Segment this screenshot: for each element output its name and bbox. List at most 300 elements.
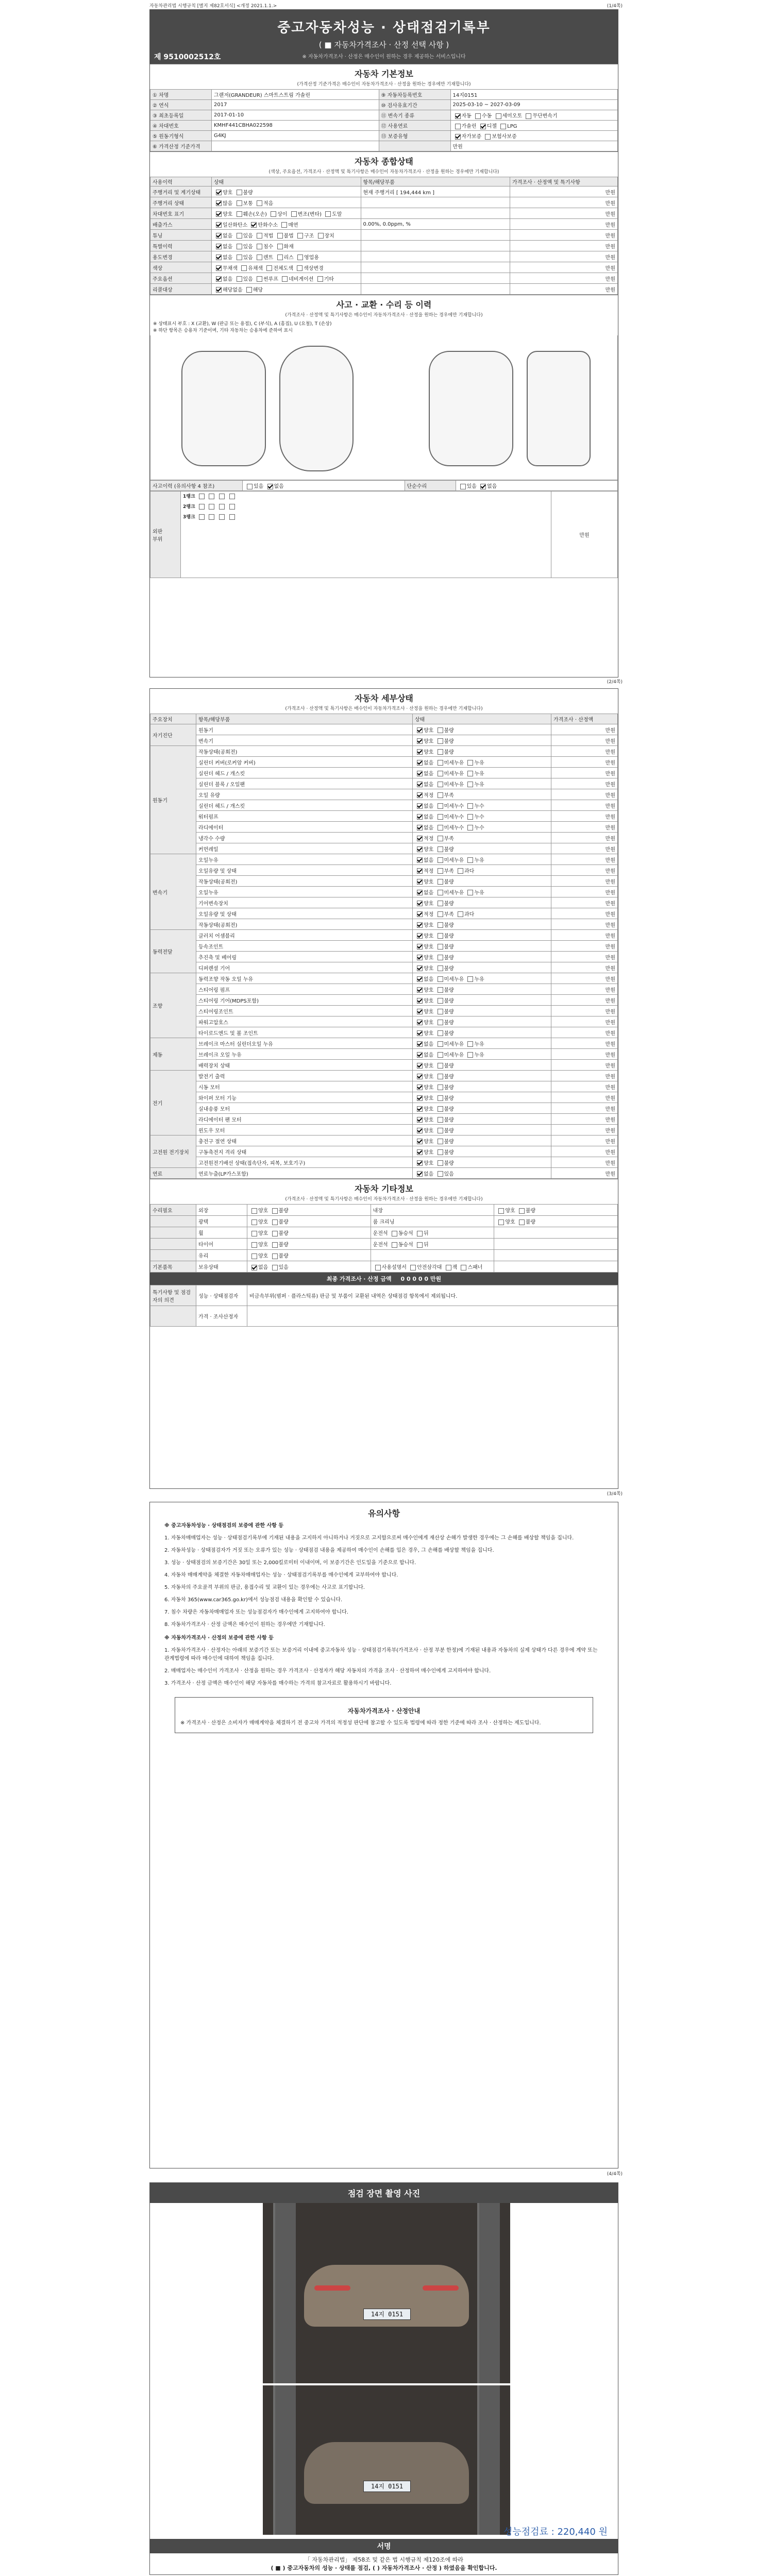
item-name: 스티어링 펌프 — [196, 984, 413, 995]
item-state: 양호 불량 — [413, 876, 551, 887]
item-price: 만원 — [551, 843, 618, 854]
item-name: 고전원전기배선 상태(접속단자, 피복, 보호기구) — [196, 1157, 413, 1168]
item-price: 만원 — [551, 995, 618, 1006]
item-name: 연료누출(LP가스포함) — [196, 1168, 413, 1179]
note-item: 1. 자동차매매업자는 성능 · 상태점검기록부에 기재된 내용을 고지하지 아니하거나 거짓으로 고지함으로써 매수인에게 재산상 손해가 발생한 경우에는 그 손해를 배상할 책임을 집니다. — [164, 1535, 574, 1541]
checkbox-unchecked — [247, 484, 253, 489]
checkbox-unchecked — [375, 1265, 381, 1270]
checkbox-checked — [417, 792, 423, 798]
summary-row — [150, 273, 618, 284]
item-name: 오일누유 — [196, 887, 413, 897]
checkbox-unchecked — [438, 976, 443, 982]
checkbox-unchecked — [272, 1219, 278, 1225]
checkbox-unchecked — [257, 244, 262, 249]
other-row — [150, 1239, 618, 1250]
checkbox-unchecked — [291, 211, 297, 217]
other-group — [150, 1227, 196, 1239]
item-price: 만원 — [551, 724, 618, 735]
row-label: 차대번호 표기 — [150, 208, 212, 219]
other-row — [150, 1227, 618, 1239]
detail-row — [150, 1168, 618, 1179]
row-state: 많음 보통 적음 — [212, 197, 361, 208]
detail-row — [150, 1071, 618, 1081]
item-name: 커먼레일 — [196, 843, 413, 854]
checkbox-unchecked — [392, 1242, 397, 1248]
item-price: 만원 — [551, 1071, 618, 1081]
row-detail — [361, 241, 510, 251]
summary-row — [150, 241, 618, 251]
other-state: 양호 불량 — [247, 1205, 371, 1216]
detail-row — [150, 822, 618, 833]
item-price: 만원 — [551, 919, 618, 930]
checkbox-checked — [417, 987, 423, 993]
column-header: 가격조사 · 산정액 — [551, 714, 618, 724]
item-state: 양호 불량 — [413, 1125, 551, 1136]
note-item: 3. 가격조사 · 산정 금액은 매수인이 해당 자동차를 매수하는 가격의 참고자료로 활용하시기 바랍니다. — [164, 1681, 392, 1686]
detail-row — [150, 768, 618, 778]
detail-section — [150, 689, 618, 1179]
other-sub-state — [494, 1250, 618, 1261]
detail-row — [150, 1038, 618, 1049]
checkbox-unchecked — [257, 255, 262, 260]
checkbox-checked — [417, 1009, 423, 1014]
detail-row — [150, 887, 618, 897]
checkbox-checked — [216, 222, 222, 228]
summary-row — [150, 230, 618, 241]
column-header: 상태 — [413, 714, 551, 724]
checkbox-unchecked — [246, 287, 252, 293]
item-price: 만원 — [551, 930, 618, 941]
notes-list-2 — [164, 1647, 603, 1688]
item-price: 만원 — [551, 1168, 618, 1179]
checkbox-unchecked — [438, 922, 443, 928]
special-inspector: 성능 · 상태점검자 — [196, 1285, 247, 1306]
detail-row — [150, 876, 618, 887]
checkbox-unchecked — [467, 857, 473, 863]
row-price: 만원 — [510, 273, 618, 284]
item-name: 워터펌프 — [196, 811, 413, 822]
item-name: 기어변속장치 — [196, 897, 413, 908]
checkbox-unchecked — [438, 1063, 443, 1069]
field-value: 2025-03-10 ~ 2027-03-09 — [450, 100, 618, 110]
checkbox-checked — [417, 911, 423, 917]
item-state: 양호 불량 — [413, 1060, 551, 1071]
detail-row — [150, 724, 618, 735]
note-item: 3. 성능 · 상태점검의 보증기간은 30일 또는 2,000킬로미터 이내이며, 이 보증기간은 인도일을 기준으로 합니다. — [164, 1560, 416, 1566]
checkbox-checked — [417, 771, 423, 776]
item-name: 실린더 헤드 / 개스킷 — [196, 800, 413, 811]
row-price: 만원 — [510, 262, 618, 273]
checkbox-checked — [417, 825, 423, 831]
checkbox-unchecked — [438, 1160, 443, 1166]
item-state: 양호 불량 — [413, 1157, 551, 1168]
checkbox-unchecked — [438, 1149, 443, 1155]
detail-row — [150, 800, 618, 811]
item-state: 양호 불량 — [413, 995, 551, 1006]
checkbox-unchecked — [438, 1106, 443, 1112]
detail-row — [150, 1027, 618, 1038]
lift-post-right — [477, 2203, 500, 2383]
basic-row — [150, 100, 618, 110]
checkbox-checked — [417, 1117, 423, 1123]
detail-row — [150, 843, 618, 854]
car-outline-frame — [429, 351, 513, 466]
checkbox-unchecked — [251, 1219, 257, 1225]
checkbox-unchecked — [277, 244, 283, 249]
other-group: 수리필요 — [150, 1205, 196, 1216]
page-number: (1/4쪽) — [607, 4, 623, 9]
row-label: 튜닝 — [150, 230, 212, 241]
note-item: 2. 매매업자는 매수인이 가격조사 · 산정을 원하는 경우 가격조사 · 산정자가 해당 자동차의 가격을 조사 · 산정하여 매수인에게 고지하여야 합니다. — [164, 1668, 491, 1674]
detail-row — [150, 1103, 618, 1114]
checkbox-checked — [216, 255, 222, 260]
other-row — [150, 1216, 618, 1227]
row-state: 양호 불량 — [212, 187, 361, 197]
checkbox-checked — [417, 814, 423, 820]
column-header: 항목/해당부품 — [196, 714, 413, 724]
item-price: 만원 — [551, 811, 618, 822]
basic-info-section — [150, 64, 618, 151]
page-number-2: (2/4쪽) — [607, 680, 623, 685]
row-label: 색상 — [150, 262, 212, 273]
group-label: 조향 — [150, 973, 196, 1038]
group-label: 전기 — [150, 1071, 196, 1136]
detail-row — [150, 746, 618, 757]
checkbox-unchecked — [271, 211, 276, 217]
checkbox-checked — [417, 1030, 423, 1036]
column-header: 사용이력 — [150, 177, 212, 187]
basic-row — [150, 110, 618, 121]
item-name: 스티어링조인트 — [196, 1006, 413, 1016]
item-price: 만원 — [551, 876, 618, 887]
item-name: 변속기 — [196, 735, 413, 746]
group-label: 자기진단 — [150, 724, 196, 746]
item-state: 양호 불량 — [413, 1071, 551, 1081]
checkbox-checked — [480, 124, 486, 129]
checkbox-unchecked — [237, 276, 242, 282]
other-sub — [371, 1250, 494, 1261]
price-guide-text: ※ 가격조사 · 산정은 소비자가 매매계약을 체결하기 전 중고차 가격의 적정성 판단에 참고할 수 있도록 법령에 따라 정한 기준에 따라 조사 · 산정하는 제도입니다. — [180, 1720, 541, 1726]
checkbox-unchecked — [498, 1219, 504, 1225]
checkbox-unchecked — [438, 868, 443, 874]
row-detail: 0.00%, 0.0ppm, % — [361, 219, 510, 230]
summary-row — [150, 187, 618, 197]
detail-row — [150, 1081, 618, 1092]
checkbox-unchecked — [438, 944, 443, 950]
item-price: 만원 — [551, 973, 618, 984]
repair-label: 단순수리 — [405, 481, 456, 491]
item-price: 만원 — [551, 1049, 618, 1060]
row-price: 만원 — [510, 187, 618, 197]
item-state: 양호 불량 — [413, 746, 551, 757]
item-name: 구동축전지 격리 상태 — [196, 1146, 413, 1157]
other-item: 유리 — [196, 1250, 247, 1261]
checkbox-unchecked — [438, 933, 443, 939]
checkbox-unchecked — [237, 190, 242, 195]
checkbox-unchecked — [438, 890, 443, 895]
checkbox-checked — [417, 836, 423, 841]
item-state: 적정 부족 — [413, 833, 551, 843]
checkbox-unchecked — [297, 233, 303, 239]
checkbox-checked — [455, 113, 461, 119]
item-state: 없음 미세누유 누유 — [413, 757, 551, 768]
row-state: 양호 훼손(오손) 상이 변조(변타) 도말 — [212, 208, 361, 219]
item-price: 만원 — [551, 822, 618, 833]
checkbox-unchecked — [438, 1041, 443, 1047]
detail-row — [150, 865, 618, 876]
photo-title: 점검 장면 촬영 사진 — [150, 2183, 618, 2203]
item-name: 배력장치 상태 — [196, 1060, 413, 1071]
checkbox-unchecked — [438, 792, 443, 798]
row-price: 만원 — [510, 251, 618, 262]
checkbox-unchecked — [438, 760, 443, 766]
rank-label: 외판 부위 — [150, 492, 181, 578]
checkbox-unchecked — [438, 1020, 443, 1025]
document-number: 제 9510002512호 — [154, 53, 221, 61]
item-state: 없음 미세누수 누수 — [413, 822, 551, 833]
row-label: 배출가스 — [150, 219, 212, 230]
row-state: 없음 있음 침수 화재 — [212, 241, 361, 251]
item-price: 만원 — [551, 735, 618, 746]
section-subtitle: (가격조사 · 산정액 및 특기사항은 매수인이 자동차가격조사 · 산정을 원하는 경우에만 기재합니다) — [285, 706, 483, 711]
checkbox-unchecked — [467, 1052, 473, 1058]
item-state: 양호 불량 — [413, 984, 551, 995]
other-state: 양호 불량 — [247, 1239, 371, 1250]
checkbox-unchecked — [467, 782, 473, 787]
checkbox-checked — [417, 944, 423, 950]
item-price: 만원 — [551, 1081, 618, 1092]
checkbox-checked — [417, 1041, 423, 1047]
checkbox-unchecked — [438, 1117, 443, 1123]
item-name: 실내송풍 모터 — [196, 1103, 413, 1114]
row-price: 만원 — [510, 197, 618, 208]
field-value: G4KJ — [212, 131, 379, 141]
item-state: 없음 미세누수 누수 — [413, 800, 551, 811]
item-price: 만원 — [551, 768, 618, 778]
field-label: ② 연식 — [150, 100, 212, 110]
price-guide-title: 자동차가격조사 · 산정안내 — [347, 1707, 421, 1715]
item-state: 적정 부족 과다 — [413, 908, 551, 919]
item-name: 파워고압호스 — [196, 1016, 413, 1027]
other-sub: 운전석 동승석 뒤 — [371, 1227, 494, 1239]
checkbox-unchecked — [438, 1084, 443, 1090]
detail-row — [150, 1146, 618, 1157]
checkbox-unchecked — [281, 222, 287, 228]
item-name: 타이로드엔드 및 볼 조인트 — [196, 1027, 413, 1038]
item-price: 만원 — [551, 1125, 618, 1136]
other-sub: 사용설명서 안전삼각대 잭 스패너 — [371, 1261, 494, 1273]
detail-row — [150, 1125, 618, 1136]
other-section — [150, 1179, 618, 1327]
field-value: 2017 — [212, 100, 379, 110]
other-group: 기본품목 — [150, 1261, 196, 1273]
lift-post-left — [273, 2385, 296, 2535]
detail-table — [150, 714, 618, 1179]
group-label: 동력전달 — [150, 930, 196, 973]
row-detail — [361, 230, 510, 241]
checkbox-unchecked — [438, 846, 443, 852]
detail-row — [150, 897, 618, 908]
special-notes-table — [150, 1285, 618, 1327]
item-name: 스티어링 기어(MDPS포함) — [196, 995, 413, 1006]
item-state: 양호 불량 — [413, 1092, 551, 1103]
item-state: 없음 미세누유 누유 — [413, 854, 551, 865]
other-sub-state — [494, 1227, 618, 1239]
checkbox-unchecked — [438, 965, 443, 971]
checkbox-unchecked — [519, 1219, 525, 1225]
row-price: 만원 — [510, 219, 618, 230]
checkbox-checked — [216, 265, 222, 271]
note-item: 6. 자동차 365(www.car365.go.kr)에서 성능점검 내용을 확인할 수 있습니다. — [164, 1597, 343, 1603]
checkbox-unchecked — [266, 265, 272, 271]
checkbox-checked — [417, 760, 423, 766]
checkbox-unchecked — [438, 782, 443, 787]
car-outline-top — [279, 346, 354, 471]
item-price: 만원 — [551, 897, 618, 908]
checkbox-unchecked — [417, 1242, 423, 1248]
checkbox-checked — [417, 965, 423, 971]
item-state: 없음 미세누유 누유 — [413, 778, 551, 789]
item-name: 발전기 출력 — [196, 1071, 413, 1081]
item-state: 양호 불량 — [413, 735, 551, 746]
checkbox-unchecked — [251, 1208, 257, 1214]
item-price: 만원 — [551, 800, 618, 811]
checkbox-checked — [417, 1095, 423, 1101]
checkbox-unchecked — [438, 1095, 443, 1101]
checkbox-unchecked — [438, 738, 443, 744]
section-subtitle: (색상, 주요옵션, 가격조사 · 산정액 및 특기사항은 매수인이 자동차가격조사 · 산정을 원하는 경우에만 기재합니다) — [268, 170, 499, 175]
row-detail — [361, 197, 510, 208]
item-name: 와이퍼 모터 기능 — [196, 1092, 413, 1103]
row-label: 주행거리 상태 — [150, 197, 212, 208]
basic-row — [150, 141, 618, 151]
detail-row — [150, 1092, 618, 1103]
detail-row — [150, 757, 618, 768]
group-label: 변속기 — [150, 854, 196, 930]
other-sub: 룸 크리닝 — [371, 1216, 494, 1227]
signature-line-1: 「 자동차관리법」 제58조 및 같은 법 시행규칙 제120조에 따라 — [304, 2556, 464, 2563]
checkbox-unchecked — [438, 1128, 443, 1133]
checkbox-unchecked — [467, 976, 473, 982]
summary-row — [150, 284, 618, 295]
checkbox-checked — [417, 922, 423, 928]
field-value — [212, 141, 379, 151]
checkbox-unchecked — [438, 727, 443, 733]
other-item: 보유상태 — [196, 1261, 247, 1273]
page-number-4: (4/4쪽) — [607, 2172, 623, 2177]
car-outline-side-left — [181, 351, 266, 466]
checkbox-unchecked — [257, 233, 262, 239]
item-name: 냉각수 수량 — [196, 833, 413, 843]
item-price: 만원 — [551, 887, 618, 897]
item-price: 만원 — [551, 962, 618, 973]
checkbox-unchecked — [241, 265, 247, 271]
other-table — [150, 1204, 618, 1273]
notes-section — [150, 1502, 618, 1745]
item-state: 양호 불량 — [413, 1016, 551, 1027]
checkbox-checked — [417, 933, 423, 939]
final-price-bar — [150, 1273, 618, 1285]
section-subtitle: (가격산정 기준가격은 매수인이 자동차가격조사 · 산정을 원하는 경우에만 기재합니다) — [297, 82, 471, 87]
checkbox-unchecked — [438, 1139, 443, 1144]
accident-table — [150, 480, 618, 491]
checkbox-unchecked — [438, 1074, 443, 1079]
inspection-fee: 성능점검료 : 220,440 원 — [503, 2527, 608, 2537]
final-price-label: 최종 가격조사 · 산정 금액 — [326, 1276, 392, 1282]
other-item: 외장 — [196, 1205, 247, 1216]
checkbox-unchecked — [498, 1208, 504, 1214]
row-detail — [361, 273, 510, 284]
checkbox-checked — [417, 846, 423, 852]
checkbox-unchecked — [467, 890, 473, 895]
other-group — [150, 1239, 196, 1250]
checkbox-checked — [417, 749, 423, 755]
section-title: 자동차 세부상태 — [355, 693, 413, 703]
checkbox-unchecked — [438, 836, 443, 841]
item-name: 브레이크 마스터 실린더오일 누유 — [196, 1038, 413, 1049]
item-state: 적정 부족 과다 — [413, 865, 551, 876]
column-header: 주요장치 — [150, 714, 196, 724]
checkbox-unchecked — [277, 233, 283, 239]
checkbox-unchecked — [438, 1009, 443, 1014]
checkbox-unchecked — [237, 233, 242, 239]
item-name: 작동상태(공회전) — [196, 876, 413, 887]
section-title: 사고 · 교환 · 수리 등 이력 — [336, 300, 432, 310]
checkbox-checked — [417, 976, 423, 982]
item-state: 양호 불량 — [413, 897, 551, 908]
item-state: 양호 불량 — [413, 1103, 551, 1114]
checkbox-checked — [417, 727, 423, 733]
notes-heading-2: ※ 자동차가격조사 · 산정의 보증에 관한 사항 등 — [164, 1635, 274, 1641]
item-price: 만원 — [551, 865, 618, 876]
checkbox-unchecked — [467, 771, 473, 776]
detail-row — [150, 941, 618, 952]
checkbox-unchecked — [257, 200, 262, 206]
accident-state: 있음 없음 — [243, 481, 405, 491]
other-group — [150, 1216, 196, 1227]
checkbox-unchecked — [251, 1253, 257, 1259]
checkbox-checked — [417, 1052, 423, 1058]
item-name: 오일누유 — [196, 854, 413, 865]
field-label: ⑪ 변속기 종류 — [379, 110, 450, 121]
item-state: 없음 미세누수 누수 — [413, 811, 551, 822]
inspection-photo-1 — [263, 2203, 510, 2383]
rank-row: 3랭크 — [183, 512, 549, 522]
row-detail — [361, 251, 510, 262]
row-state: 무채색 유채색 전체도색 색상변경 — [212, 262, 361, 273]
row-label: 특별이력 — [150, 241, 212, 251]
checkbox-checked — [417, 803, 423, 809]
item-state: 없음 미세누유 누유 — [413, 768, 551, 778]
other-state: 양호 불량 — [247, 1227, 371, 1239]
detail-row — [150, 1049, 618, 1060]
detail-row — [150, 789, 618, 800]
row-detail — [361, 208, 510, 219]
license-plate-1: 14지 0151 — [363, 2309, 411, 2320]
row-price: 만원 — [510, 241, 618, 251]
item-price: 만원 — [551, 746, 618, 757]
checkbox-checked — [417, 901, 423, 906]
checkbox-unchecked — [475, 113, 481, 119]
summary-row — [150, 262, 618, 273]
checkbox-checked — [417, 890, 423, 895]
checkbox-unchecked — [467, 760, 473, 766]
other-state: 없음 있음 — [247, 1261, 371, 1273]
checkbox-checked — [417, 1063, 423, 1069]
other-sub-state: 양호 불량 — [494, 1216, 618, 1227]
special-label: 특기사항 및 점검자의 의견 — [150, 1285, 196, 1306]
checkbox-unchecked — [438, 1171, 443, 1177]
